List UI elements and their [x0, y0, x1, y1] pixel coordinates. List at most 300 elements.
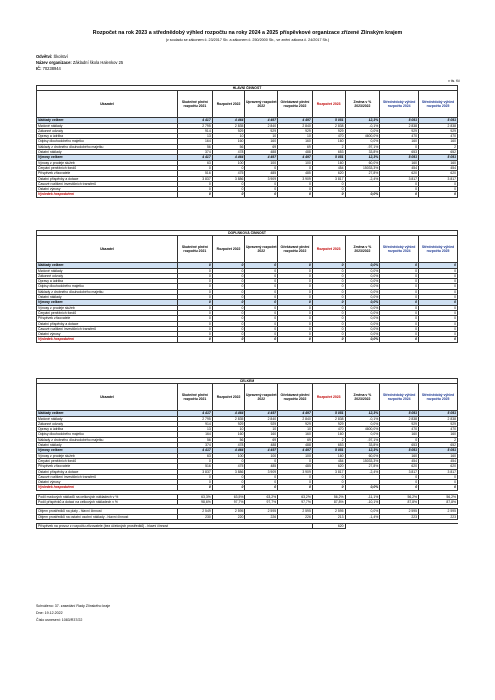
- row-label: Odpisy dlouhodobého majetku: [37, 284, 178, 289]
- column-header: Očekávané plnění rozpočtu 2022: [278, 384, 313, 411]
- cell-value: 2: [419, 144, 458, 149]
- cell-value: -97,1%: [345, 437, 380, 442]
- cell-value: 0: [419, 474, 458, 479]
- cell-value: 0: [245, 332, 278, 337]
- cell-value: 0: [312, 284, 345, 289]
- cell-value: 56: [178, 437, 213, 442]
- column-header: Skutečné plnění rozpočtu 2021: [177, 236, 212, 263]
- cell-value: 33,8%: [345, 150, 380, 155]
- cell-value: 470: [312, 427, 345, 432]
- cell-value: 454: [312, 165, 345, 170]
- ratio-value: 63,2%: [278, 494, 313, 499]
- cell-value: 2: [419, 437, 458, 442]
- cell-value: 0: [212, 284, 245, 289]
- row-label: Výnosy z prodeje služeb: [37, 453, 178, 458]
- cell-value: 0: [312, 337, 345, 342]
- cell-value: 0: [380, 480, 419, 485]
- org-name-line: [36, 60, 123, 65]
- cell-value: 0: [312, 474, 345, 479]
- cell-value: 0: [177, 310, 212, 315]
- cell-value: 0: [212, 316, 245, 321]
- row-label: Časové rozlišení investičních transferů: [37, 326, 178, 331]
- cell-value: 0: [380, 263, 419, 268]
- cell-value: 488: [245, 150, 278, 155]
- cell-value: 653: [380, 443, 419, 448]
- cell-value: 470: [380, 134, 419, 139]
- column-header: Rozpočet 2022: [212, 91, 245, 118]
- cell-value: 653: [312, 443, 345, 448]
- sector-label: Odvětví:: [36, 54, 53, 59]
- cell-value: 929: [278, 421, 313, 426]
- header-row: [37, 384, 458, 411]
- cell-value: 0,0%: [345, 337, 380, 342]
- cell-value: 454: [380, 458, 419, 463]
- cell-value: 0: [212, 263, 245, 268]
- column-header: Ukazatel: [37, 91, 178, 118]
- column-header: Střednědobý výhled rozpočtu 2024: [380, 91, 419, 118]
- row-label: Opravy a údržba: [37, 427, 178, 432]
- cell-value: 0: [419, 480, 458, 485]
- cell-value: 0: [278, 279, 313, 284]
- cell-value: 0: [177, 192, 212, 197]
- cell-value: 0: [245, 295, 278, 300]
- ratio-label: Podíl příspěvků a dotací na celkových nákladech v %: [37, 500, 178, 505]
- cell-value: 0: [178, 474, 213, 479]
- row-label: Výnosy celkem: [37, 300, 178, 305]
- cell-value: 3 909: [245, 469, 278, 474]
- cell-value: 60,0%: [345, 453, 380, 458]
- cell-value: 160: [278, 139, 313, 144]
- row-label: Čerpání peněžních fondů: [37, 310, 178, 315]
- cell-value: 0,0%: [345, 279, 380, 284]
- cell-value: 2 838: [312, 123, 345, 128]
- cell-value: 0,0%: [345, 273, 380, 278]
- cell-value: 0: [380, 310, 419, 315]
- cell-value: 2 840: [278, 416, 313, 421]
- column-header: Upravený rozpočet 2022: [245, 236, 278, 263]
- limit-value: 226: [245, 514, 278, 519]
- row-label: Výsledek hospodaření: [37, 192, 178, 197]
- row-label: Příspěvek zřizovatele: [37, 316, 178, 321]
- cell-value: 454: [419, 458, 458, 463]
- ratio-value: 63,3%: [178, 494, 213, 499]
- cell-value: 0,0%: [345, 310, 380, 315]
- column-header: Střednědobý výhled rozpočtu 2025: [419, 91, 458, 118]
- cell-value: 0: [419, 273, 458, 278]
- cell-value: 0: [278, 310, 313, 315]
- table-row: [37, 192, 458, 197]
- cell-value: 0: [177, 295, 212, 300]
- cell-value: 488: [278, 150, 313, 155]
- cell-value: 620: [312, 171, 345, 176]
- cell-value: 620: [312, 464, 345, 469]
- cell-value: 929: [380, 421, 419, 426]
- row-label: Čerpání peněžních fondů: [37, 458, 178, 463]
- cell-value: 5 051: [312, 411, 345, 416]
- cell-value: 4 497: [245, 448, 278, 453]
- cell-value: 0: [380, 321, 419, 326]
- cell-value: 0: [278, 165, 313, 170]
- cell-value: 0: [245, 485, 278, 490]
- cell-value: 0: [380, 289, 419, 294]
- cell-value: 2 795: [178, 416, 213, 421]
- cell-value: 0: [380, 181, 419, 186]
- cell-value: 0: [245, 310, 278, 315]
- row-label: Odpisy dlouhodobého majetku: [37, 432, 178, 437]
- cell-value: 0: [177, 326, 212, 331]
- cell-value: 0,0%: [345, 295, 380, 300]
- cell-value: 0: [245, 316, 278, 321]
- limit-value: -1,4%: [345, 514, 380, 519]
- cell-value: 3 817: [312, 176, 345, 181]
- cell-value: 5 051: [312, 448, 345, 453]
- row-label: Ostatní výnosy: [37, 480, 178, 485]
- ratio-value: 87,8%: [419, 500, 458, 505]
- limit-value: 2 595: [278, 509, 313, 514]
- cell-value: 0,0%: [345, 139, 380, 144]
- row-label: Čerpání peněžních fondů: [37, 165, 178, 170]
- cell-value: 2: [312, 437, 345, 442]
- cell-value: 0: [212, 332, 245, 337]
- cell-value: 0: [380, 279, 419, 284]
- cell-value: 2 840: [245, 123, 278, 128]
- header-row: [37, 91, 458, 118]
- cell-value: 0: [312, 268, 345, 273]
- org-name-value: Základní škola Halenkov 25: [72, 60, 124, 65]
- cell-value: 2 838: [419, 123, 458, 128]
- cell-value: 4600,0%: [345, 427, 380, 432]
- cell-value: 929: [312, 421, 345, 426]
- cell-value: 0: [212, 192, 245, 197]
- cell-value: 160: [380, 139, 419, 144]
- cell-value: 0: [278, 316, 313, 321]
- limit-value: 2 595: [212, 509, 245, 514]
- cell-value: 929: [419, 421, 458, 426]
- cell-value: 0: [278, 187, 313, 192]
- cell-value: 0: [245, 187, 278, 192]
- approval-note: Schváleno: 37. zasedání Rady Zlínského kraje: [36, 604, 111, 608]
- ratio-value: -10,1%: [345, 500, 380, 505]
- cell-value: 12,3%: [345, 411, 380, 416]
- row-label: Náklady celkem: [37, 411, 178, 416]
- cell-value: 13: [177, 134, 212, 139]
- cell-value: 0,0%: [345, 284, 380, 289]
- cell-value: 914: [178, 421, 213, 426]
- cell-value: 0,0%: [345, 128, 380, 133]
- cell-value: 4 497: [245, 411, 278, 416]
- cell-value: 516: [177, 171, 212, 176]
- cell-value: 69: [278, 437, 313, 442]
- header-row: [37, 236, 458, 263]
- cell-value: 0: [212, 289, 245, 294]
- cell-value: 0: [380, 273, 419, 278]
- cell-value: 2 838: [380, 416, 419, 421]
- cell-value: 0: [419, 485, 458, 490]
- cell-value: 100: [212, 453, 245, 458]
- row-label: Náklady celkem: [37, 118, 178, 123]
- cell-value: 0,0%: [345, 289, 380, 294]
- cell-value: 488: [245, 443, 278, 448]
- cell-value: 374: [178, 443, 213, 448]
- cell-value: -0,1%: [345, 123, 380, 128]
- cell-value: 0: [245, 273, 278, 278]
- cell-value: 60,0%: [345, 160, 380, 165]
- cell-value: 0: [380, 295, 419, 300]
- cell-value: 4 464: [212, 448, 245, 453]
- cell-value: 0: [245, 300, 278, 305]
- cell-value: 4 497: [245, 118, 278, 123]
- cell-value: 3 909: [278, 469, 313, 474]
- cell-value: 2: [312, 144, 345, 149]
- row-label: Výnosy celkem: [37, 155, 178, 160]
- cell-value: 2 840: [245, 416, 278, 421]
- column-header: Ukazatel: [37, 384, 178, 411]
- cell-value: 4 497: [245, 155, 278, 160]
- cell-value: 0: [245, 326, 278, 331]
- cell-value: 0: [380, 268, 419, 273]
- column-header: Střednědobý výhled rozpočtu 2024: [380, 236, 419, 263]
- cell-value: 0: [312, 305, 345, 310]
- column-header: Střednědobý výhled rozpočtu 2025: [419, 384, 458, 411]
- cell-value: 2 838: [312, 416, 345, 421]
- cell-value: 160: [212, 139, 245, 144]
- cell-value: 0: [278, 289, 313, 294]
- cell-value: 0: [419, 263, 458, 268]
- cell-value: 4 464: [212, 411, 245, 416]
- row-label: Výnosy z prodeje služeb: [37, 305, 178, 310]
- column-header: Skutečné plnění rozpočtu 2021: [178, 384, 213, 411]
- cell-value: 0: [419, 332, 458, 337]
- cell-value: 0: [312, 310, 345, 315]
- limit-value: 2 595: [380, 509, 419, 514]
- row-label: Zákonné odvody: [37, 273, 178, 278]
- cell-value: 0: [245, 480, 278, 485]
- cell-value: 929: [312, 128, 345, 133]
- cell-value: 0: [177, 305, 212, 310]
- cell-value: 2 795: [177, 123, 212, 128]
- cell-value: 475: [212, 171, 245, 176]
- cell-value: 100: [278, 160, 313, 165]
- cell-value: 3 909: [245, 176, 278, 181]
- cell-value: 0: [278, 300, 313, 305]
- cell-value: 5 051: [380, 411, 419, 416]
- org-sector-line: [36, 54, 68, 59]
- table-row: [37, 337, 458, 342]
- cell-value: -2,4%: [345, 469, 380, 474]
- limit-value: 213: [312, 514, 345, 519]
- cell-value: 0: [278, 485, 313, 490]
- cell-value: 0: [177, 165, 212, 170]
- row-label: Ostatní výnosy: [37, 332, 178, 337]
- cell-value: 0: [212, 337, 245, 342]
- column-header: Ukazatel: [37, 236, 178, 263]
- cell-value: 0: [419, 321, 458, 326]
- cell-value: 160: [419, 139, 458, 144]
- cell-value: 0: [380, 316, 419, 321]
- investment-value: 620: [312, 523, 345, 528]
- row-label: Ostatní náklady: [37, 295, 178, 300]
- cell-value: 0: [245, 289, 278, 294]
- ratio-value: 97,7%: [245, 500, 278, 505]
- cell-value: 0,0%: [345, 263, 380, 268]
- column-header: Střednědobý výhled rozpočtu 2024: [380, 384, 419, 411]
- row-label: Zákonné odvody: [37, 421, 178, 426]
- cell-value: 620: [380, 464, 419, 469]
- cell-value: 485: [245, 464, 278, 469]
- cell-value: 56: [212, 437, 245, 442]
- cell-value: 10: [278, 134, 313, 139]
- cell-value: 0: [245, 321, 278, 326]
- cell-value: 0: [177, 279, 212, 284]
- cell-value: 0: [278, 284, 313, 289]
- ratio-value: -11,1%: [345, 494, 380, 499]
- cell-value: 0: [380, 187, 419, 192]
- row-label: Ostatní náklady: [37, 443, 178, 448]
- sector-value: Školství: [53, 54, 68, 59]
- cell-value: 5 051: [312, 155, 345, 160]
- cell-value: 15033,3%: [345, 458, 380, 463]
- cell-value: 653: [380, 150, 419, 155]
- cell-value: 374: [177, 150, 212, 155]
- cell-value: 5 051: [419, 411, 458, 416]
- cell-value: 160: [278, 432, 313, 437]
- cell-value: 929: [212, 128, 245, 133]
- table-total: [36, 378, 458, 529]
- cell-value: 0: [177, 316, 212, 321]
- row-label: Náklady z drobného dlouhodobého majetku: [37, 144, 178, 149]
- cell-value: 0: [312, 321, 345, 326]
- section-title: HLAVNÍ ČINNOST: [37, 86, 458, 91]
- cell-value: 0: [212, 279, 245, 284]
- cell-value: 0: [312, 263, 345, 268]
- cell-value: 0: [380, 474, 419, 479]
- row-label: Náklady z drobného dlouhodobého majetku: [37, 437, 178, 442]
- cell-value: 69: [278, 144, 313, 149]
- cell-value: 4 497: [278, 118, 313, 123]
- cell-value: 3 817: [419, 469, 458, 474]
- table-main-activity: [36, 85, 458, 198]
- cell-value: 652: [419, 150, 458, 155]
- row-label: Příspěvek zřizovatele: [37, 171, 178, 176]
- cell-value: 69: [245, 437, 278, 442]
- row-label: Zákonné odvody: [37, 128, 178, 133]
- cell-value: 0: [245, 337, 278, 342]
- ic-label: IČ:: [36, 66, 42, 71]
- cell-value: 0: [380, 437, 419, 442]
- investment-label: Příspěvek na provoz z rozpočtu zřizovatele (bez účelových prostředků) - hlavní činnost: [37, 523, 313, 528]
- cell-value: 475: [212, 464, 245, 469]
- cell-value: 0,0%: [345, 305, 380, 310]
- cell-value: -2,4%: [345, 176, 380, 181]
- cell-value: 0: [245, 458, 278, 463]
- cell-value: 0: [177, 181, 212, 186]
- ratio-value: 97,7%: [212, 500, 245, 505]
- table-side-activity: [36, 230, 458, 343]
- cell-value: 0: [312, 485, 345, 490]
- column-header: Rozpočet 2022: [212, 236, 245, 263]
- cell-value: 0: [312, 192, 345, 197]
- ratio-value: 98,6%: [178, 500, 213, 505]
- limit-value: 226: [278, 514, 313, 519]
- cell-value: 56: [177, 144, 212, 149]
- cell-value: 0: [245, 165, 278, 170]
- cell-value: 160: [419, 432, 458, 437]
- column-header: Rozpočet 2023: [312, 236, 345, 263]
- cell-value: 56: [212, 144, 245, 149]
- cell-value: 0: [245, 284, 278, 289]
- cell-value: 0: [177, 332, 212, 337]
- document-title: Rozpočet na rok 2023 a střednědobý výhled rozpočtu na roky 2024 a 2025 příspěvkové organizace zřízené Zlínským krajem: [92, 30, 403, 36]
- cell-value: 4 417: [178, 448, 213, 453]
- cell-value: 63: [177, 160, 212, 165]
- cell-value: 488: [278, 443, 313, 448]
- cell-value: 0: [419, 295, 458, 300]
- cell-value: 0: [178, 480, 213, 485]
- cell-value: -97,1%: [345, 144, 380, 149]
- cell-value: 5 051: [380, 155, 419, 160]
- cell-value: 15033,3%: [345, 165, 380, 170]
- cell-value: 0: [312, 300, 345, 305]
- cell-value: 0: [380, 300, 419, 305]
- column-header: Rozpočet 2023: [312, 91, 345, 118]
- cell-value: 2 835: [212, 416, 245, 421]
- cell-value: 0: [212, 480, 245, 485]
- cell-value: 160: [380, 453, 419, 458]
- cell-value: 0: [212, 181, 245, 186]
- cell-value: 620: [380, 171, 419, 176]
- cell-value: 478: [212, 443, 245, 448]
- cell-value: 0: [278, 480, 313, 485]
- cell-value: 0: [278, 263, 313, 268]
- column-header: Očekávané plnění rozpočtu 2022: [278, 236, 313, 263]
- cell-value: 0: [212, 321, 245, 326]
- ratio-label: Podíl mzdových nákladů na celkových nákladech v %: [37, 494, 178, 499]
- row-label: Mzdové náklady: [37, 416, 178, 421]
- row-label: Ostatní výnosy: [37, 187, 178, 192]
- limit-value: 230: [178, 514, 213, 519]
- cell-value: 0: [178, 485, 213, 490]
- cell-value: 516: [178, 464, 213, 469]
- cell-value: 0: [419, 187, 458, 192]
- cell-value: 470: [419, 427, 458, 432]
- cell-value: 652: [419, 443, 458, 448]
- cell-value: 0: [278, 273, 313, 278]
- cell-value: 653: [312, 150, 345, 155]
- limit-value: 223: [419, 514, 458, 519]
- cell-value: 2 838: [380, 123, 419, 128]
- cell-value: 0: [419, 181, 458, 186]
- cell-value: 12,3%: [345, 155, 380, 160]
- row-label: Odpisy dlouhodobého majetku: [37, 139, 178, 144]
- cell-value: 160: [419, 160, 458, 165]
- ratio-value: 87,8%: [312, 500, 345, 505]
- cell-value: 10: [245, 427, 278, 432]
- cell-value: 0: [212, 273, 245, 278]
- cell-value: 10: [212, 427, 245, 432]
- cell-value: 454: [380, 165, 419, 170]
- cell-value: 0: [278, 268, 313, 273]
- cell-value: 3 817: [419, 176, 458, 181]
- cell-value: 100: [245, 453, 278, 458]
- cell-value: 0: [380, 332, 419, 337]
- cell-value: 0: [177, 187, 212, 192]
- cell-value: 0: [245, 181, 278, 186]
- cell-value: 0: [419, 316, 458, 321]
- cell-value: 12,3%: [345, 118, 380, 123]
- cell-value: 0: [212, 458, 245, 463]
- column-header: Rozpočet 2022: [212, 384, 245, 411]
- cell-value: 0: [212, 305, 245, 310]
